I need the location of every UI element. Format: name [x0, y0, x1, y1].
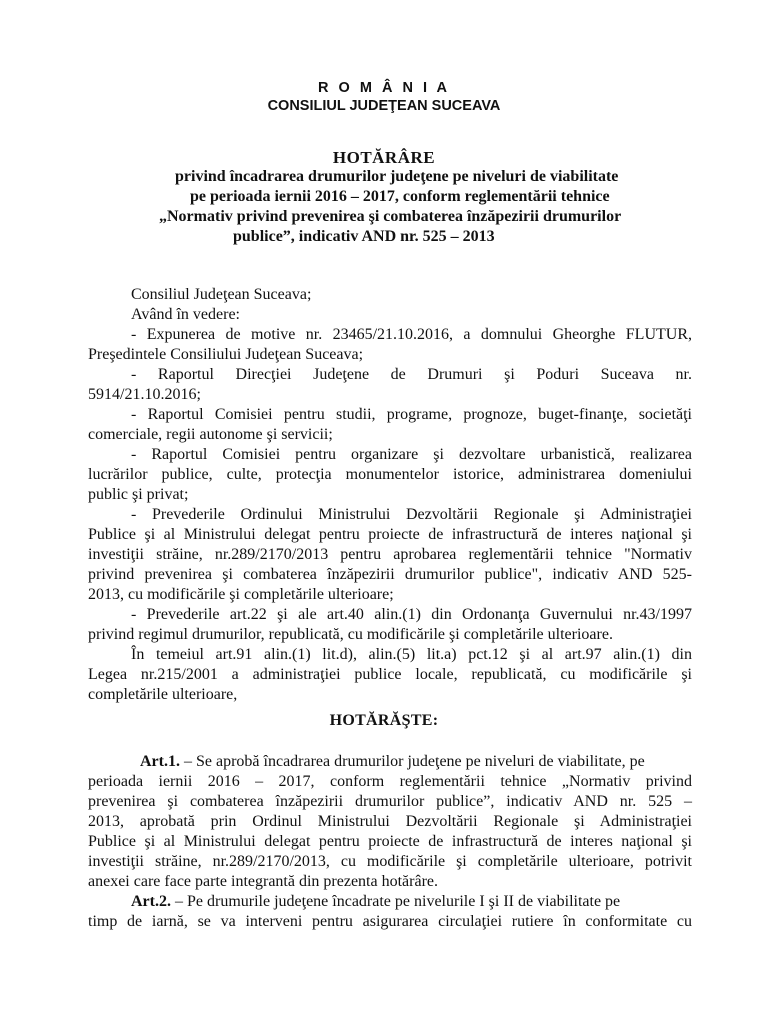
article-2-label: Art.2.: [131, 893, 171, 910]
preamble-line: - Expunerea de motive nr. 23465/21.10.2016, a domnului Gheorghe FLUTUR,: [131, 326, 692, 343]
article-2-text: – Pe drumurile judeţene încadrate pe nivelurile I şi II de viabilitate pe: [170, 893, 621, 910]
article-1-line: anexei care face parte integrantă din prezenta hotărâre.: [88, 873, 438, 890]
preamble-line: completările ulterioare,: [88, 686, 238, 703]
article-1-line: prevenirea şi combaterea înzăpezirii drumurilor publice”, indicativ AND nr. 525 –: [88, 793, 692, 810]
article-1-line: 2013, aprobată prin Ordinul Ministrului Dezvoltării Regionale şi Administraţiei: [88, 813, 692, 830]
subject-line: pe perioada iernii 2016 – 2017, conform reglementării tehnice: [190, 188, 610, 205]
document-type-title: HOTĂRÂRE: [332, 148, 436, 167]
preamble-line: - Raportul Direcţiei Judeţene de Drumuri şi Poduri Suceava nr.: [131, 366, 692, 383]
preamble-line: public şi privat;: [88, 486, 189, 503]
preamble-line: investiţii străine, nr.289/2170/2013 pentru aprobarea reglementării tehnice "Normativ: [88, 546, 692, 563]
preamble-line: privind regimul drumurilor, republicată, cu modificările şi completările ulterioare.: [88, 626, 613, 643]
preamble-line: Având în vedere:: [131, 306, 240, 323]
subject-line: „Normativ privind prevenirea şi combaterea înzăpezirii drumurilor: [159, 208, 622, 225]
preamble-line: comerciale, regii autonome şi servicii;: [88, 426, 333, 443]
article-1-label: Art.1.: [140, 753, 180, 770]
preamble-line: 2013, cu modificările şi completările ulterioare;: [88, 586, 394, 603]
article-2-line: timp de iarnă, se va interveni pentru asigurarea circulaţiei rutiere în conformitate cu: [88, 913, 692, 930]
preamble-line: 5914/21.10.2016;: [88, 386, 201, 403]
preamble-line: În temeiul art.91 alin.(1) lit.d), alin.(5) lit.a) pct.12 şi al art.97 alin.(1) din: [131, 646, 692, 663]
preamble-line: - Prevederile art.22 şi ale art.40 alin.(1) din Ordonanţa Guvernului nr.43/1997: [131, 606, 692, 623]
preamble-line: Legea nr.215/2001 a administraţiei publice locale, republicată, cu modificările şi: [88, 666, 692, 683]
preamble-line: privind prevenirea şi combaterea înzăpezirii drumurilor publice", indicativ AND 525-: [88, 566, 692, 583]
preamble-line: lucrărilor publice, culte, protecţia monumentelor istorice, administrarea domeniului: [88, 466, 692, 483]
preamble-line: Preşedintele Consiliului Judeţean Suceava;: [88, 346, 364, 363]
preamble-line: - Prevederile Ordinului Ministrului Dezvoltării Regionale şi Administraţiei: [131, 506, 692, 523]
article-1-line: Publice şi al Ministrului delegat pentru proiecte de infrastructură de interes naţional şi: [88, 833, 692, 850]
article-1-first-line: [140, 752, 692, 772]
preamble-line: - Raportul Comisiei pentru studii, programe, prognoze, buget-finanţe, societăţi: [131, 406, 692, 423]
council-heading: CONSILIUL JUDEŢEAN SUCEAVA: [267, 98, 501, 114]
preamble-line: - Raportul Comisiei pentru organizare şi dezvoltare urbanistică, realizarea: [131, 446, 692, 463]
subject-line: privind încadrarea drumurilor judeţene pe niveluri de viabilitate: [175, 168, 619, 185]
preamble-line: Consiliul Judeţean Suceava;: [131, 286, 312, 303]
decides-heading: HOTĂRĂŞTE:: [329, 712, 439, 729]
subject-line: publice”, indicativ AND nr. 525 – 2013: [233, 228, 495, 245]
article-1-text: – Se aprobă încadrarea drumurilor judeţene pe niveluri de viabilitate, pe: [179, 753, 645, 770]
country-heading: R O M Â N I A: [318, 80, 450, 96]
article-2-first-line: [131, 892, 692, 912]
preamble-line: Publice şi al Ministrului delegat pentru proiecte de infrastructură de interes naţional şi: [88, 526, 692, 543]
article-1-line: perioada iernii 2016 – 2017, conform reglementării tehnice „Normativ privind: [88, 773, 692, 790]
article-1-line: investiţii străine, nr.289/2170/2013, cu modificările şi completările ulterioare, potrivit: [88, 853, 692, 870]
